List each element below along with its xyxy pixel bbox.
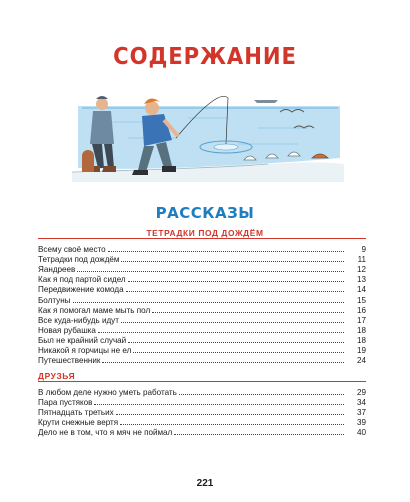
entry-page: 11 bbox=[357, 255, 366, 265]
entry-title: Дело не в том, что я мяч не поймал bbox=[38, 428, 173, 438]
toc-list bbox=[38, 242, 366, 366]
dot-leader bbox=[73, 292, 345, 302]
group-divider bbox=[38, 238, 366, 239]
dot-leader bbox=[128, 272, 344, 282]
entry-title: Болтуны bbox=[38, 295, 71, 305]
entry-page: 18 bbox=[356, 335, 366, 345]
dot-leader bbox=[128, 333, 344, 343]
entry-title: Пара пустяков bbox=[38, 398, 93, 408]
toc-entry[interactable] bbox=[38, 303, 366, 313]
fishing-illustration bbox=[68, 78, 348, 186]
page-title: СОДЕРЖАНИЕ bbox=[113, 44, 297, 70]
entry-title: Яандреев bbox=[38, 265, 76, 275]
group-heading: ДРУЗЬЯ bbox=[38, 371, 76, 381]
section-title: РАССКАЗЫ bbox=[155, 204, 255, 222]
entry-page: 29 bbox=[356, 388, 366, 398]
entry-title: Никакой я горчицы не ел bbox=[38, 346, 132, 356]
page-number: 221 bbox=[196, 478, 214, 489]
entry-page: 39 bbox=[356, 418, 366, 428]
entry-page: 12 bbox=[356, 265, 366, 275]
dot-leader bbox=[179, 385, 344, 395]
entry-title: Новая рубашка bbox=[38, 325, 96, 335]
entry-page: 19 bbox=[356, 346, 366, 356]
group-divider bbox=[38, 381, 366, 382]
entry-page: 34 bbox=[356, 398, 366, 408]
toc-entry[interactable] bbox=[38, 262, 366, 275]
entry-page: 24 bbox=[356, 356, 366, 366]
entry-title: Был не крайний случай bbox=[38, 335, 127, 345]
dot-leader bbox=[94, 395, 344, 405]
group-heading: ТЕТРАДКИ ПОД ДОЖДЁМ bbox=[146, 228, 264, 238]
entry-title: Всему своё место bbox=[38, 245, 106, 255]
dot-leader bbox=[126, 282, 344, 292]
entry-page: 13 bbox=[356, 275, 366, 285]
entry-page: 37 bbox=[356, 408, 366, 418]
dot-leader bbox=[152, 303, 344, 313]
toc-entry[interactable] bbox=[38, 292, 366, 305]
entry-title: Тетрадки под дождём bbox=[38, 255, 120, 265]
entry-page: 9 bbox=[361, 245, 366, 255]
entry-page: 14 bbox=[356, 285, 366, 295]
entry-title: Как я под партой сидел bbox=[38, 275, 126, 285]
entry-title: Как я помогал маме мыть пол bbox=[38, 305, 151, 315]
entry-title: Крути снежные вертя bbox=[38, 418, 119, 428]
dot-leader bbox=[116, 405, 344, 415]
dot-leader bbox=[98, 323, 344, 333]
entry-page: 17 bbox=[356, 315, 366, 325]
entry-title: Передвижение комода bbox=[38, 285, 124, 295]
dot-leader bbox=[121, 313, 344, 323]
dot-leader bbox=[174, 425, 344, 435]
dot-leader bbox=[77, 262, 344, 272]
entry-page: 40 bbox=[356, 428, 366, 438]
dot-leader bbox=[108, 242, 344, 252]
entry-page: 16 bbox=[356, 305, 366, 315]
entry-page: 15 bbox=[356, 295, 366, 305]
toc-entry[interactable] bbox=[38, 272, 366, 285]
dot-leader bbox=[102, 353, 344, 363]
entry-title: Путешественник bbox=[38, 356, 101, 366]
entry-title: Все куда-нибудь идут bbox=[38, 315, 119, 325]
toc-entry[interactable] bbox=[38, 385, 366, 398]
dot-leader bbox=[120, 415, 344, 425]
toc-entry[interactable] bbox=[38, 242, 366, 255]
entry-title: Пятнадцать третьих bbox=[38, 408, 114, 418]
dot-leader bbox=[121, 252, 344, 262]
entry-page: 18 bbox=[356, 325, 366, 335]
dot-leader bbox=[133, 343, 344, 353]
entry-title: В любом деле нужно уметь работать bbox=[38, 388, 177, 398]
toc-list bbox=[38, 385, 366, 438]
